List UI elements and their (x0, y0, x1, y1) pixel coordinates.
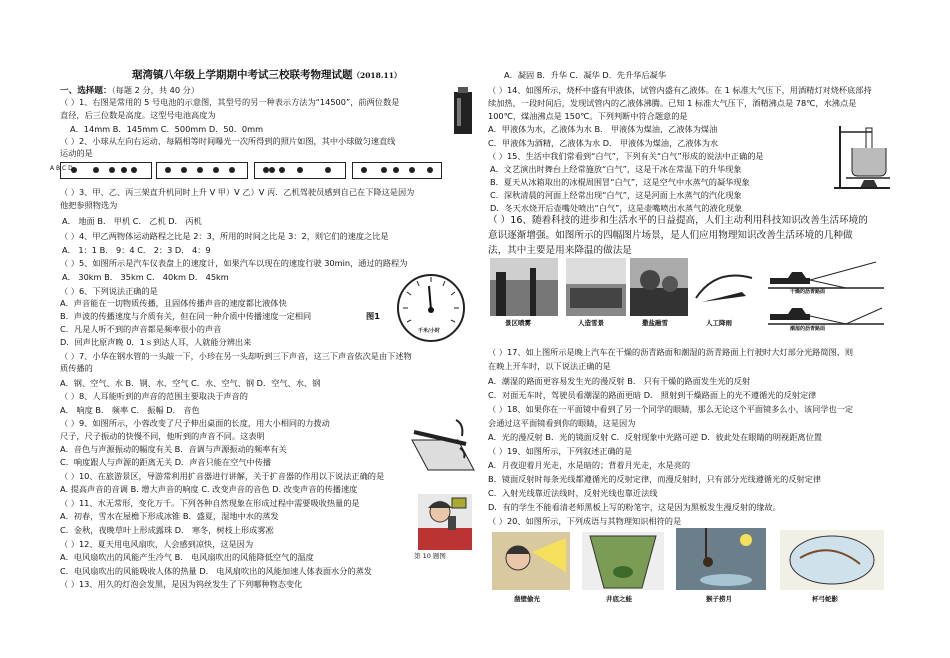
q16-stem: （ ）16、随着科技的进步和生活水平的日益提高，人们主动利用科技知识改善生活环境的 (488, 215, 868, 226)
q9-options-ab: A．音色与声源振动的幅度有关 B．音调与声源振动的频率有关 (60, 444, 287, 454)
page-title: 琚湾镇八年级上学期期中考试三校联考物理试题（2018.11） (132, 69, 402, 81)
caption-idiom1: 凿壁偷光 (514, 595, 540, 603)
q16-stem-2: 意识逐渐增强。如图所示的四幅图片场景，是人们应用物理知识改善生活环境的几种做 (488, 230, 853, 241)
caption-wet-road: 潮湿的沥青路面 (790, 326, 826, 332)
q18-options: A．光的漫反射 B．光的镜面反射 C．反射现象中光路可逆 D．彼此处在眼睛的明视距离位置 (488, 432, 822, 442)
q15-option-c: C．深秋清晨的河面上经常出现“白气”，这是河面上水蒸气的汽化现象 (490, 190, 742, 200)
q3-stem-2: 他把参照物选为 (60, 200, 118, 210)
q15-stem: （ ）15、生活中我们常看到“白气”，下列有关“白气”形成的说法中正确的是 (488, 151, 764, 161)
q15-option-a: A．文艺演出时舞台上经常施放“白气”，这是干冰在常温下的升华现象 (490, 164, 742, 174)
q9-options-cd: C．响度跟人与声源的距离无关 D．声音只能在空气中传播 (60, 457, 272, 467)
q10-options: A. 提高声音的音调 B. 增大声音的响度 C. 改变声音的音色 D. 改变声音的传播速度 (60, 484, 358, 494)
section-heading: 一、选择题：（每题 2 分，共 40 分） (60, 85, 200, 96)
q4-options: A． 1：1 B． 9：4 C． 2：3 D． 4：9 (62, 245, 211, 255)
q9-stem: （ ）9、如图所示，小蓉改变了尺子伸出桌面的长度，用大小相同的力拨动 (60, 418, 330, 428)
q15-option-d: D．冬天水烧开后壶嘴处喷出“白气”，这是壶嘴喷出水蒸气的液化现象 (490, 203, 743, 213)
caption-idiom3: 猴子捞月 (706, 595, 732, 603)
caption-scene3: 撒盐融雪 (642, 319, 668, 327)
q14-options-ab: A．甲液体为水，乙液体为水 B． 甲液体为煤油，乙液体为煤油 (488, 124, 718, 134)
caption-scene1: 景区喷雾 (505, 319, 531, 327)
heating-apparatus-figure (832, 122, 892, 192)
q7-stem-2: 质传播的 (60, 363, 93, 373)
q19-option-a: A．月夜迎着月光走，水是暗的；背着月光走，水是亮的 (488, 460, 691, 470)
q2-stem-2: 运动的是 (60, 148, 93, 158)
caption-idiom2: 井底之蛙 (606, 595, 632, 603)
q5-options: A． 30km B． 35km C． 40km D． 45km (62, 272, 229, 282)
car-headlight-figure (766, 258, 886, 330)
q13-options: A．凝固 B．升华 C．凝华 D．先升华后凝华 (504, 70, 667, 80)
q6-option-b: B．声波的传播速度与介质有关，但在同一种介质中传播速度一定相同 (60, 311, 312, 321)
speed-unit-label: 千米/小时 (418, 328, 440, 334)
q14-options-cd: C．甲液体为酒精，乙液体为水 D． 甲液体为煤油，乙液体为水 (488, 138, 719, 148)
q18-stem-2: 会通过这平面镜看到你的眼睛，这是因为 (488, 418, 636, 428)
q19-option-d: D．有的学生不能看清老师黑板上写的粉笔字，这是因为黑板发生漫反射的缘故。 (488, 502, 781, 512)
q8-options: A． 响度 B． 频率 C． 振幅 D． 音色 (60, 405, 200, 415)
q7-options: A．钢、空气、水 B．钢、水、空气 C．水、空气、钢 D．空气、水、钢 (60, 378, 321, 388)
battery-figure (452, 86, 474, 136)
q17-options-cd: C．对面无车时，驾驶员看潮湿的路面更暗 D． 照射到干燥路面上的光不遵循光的反射定律 (488, 390, 817, 400)
ball-dots (60, 162, 442, 178)
idiom-figure-3 (676, 528, 766, 590)
q6-option-d: D．回声比原声晚 0．1ｓ到达人耳，人就能分辨出来 (60, 337, 252, 347)
ruler-table-figure (410, 410, 476, 472)
figure-10-caption: 第 10 题图 (414, 552, 446, 560)
q11-stem: （ ）11、水无常形，变化万千。下列各种自然现象在形成过程中需要吸收热量的是 (60, 498, 360, 508)
q5-stem: （ ）5、如图所示是汽车仪表盘上的速度计，如果汽车以现在的速度行驶 30min，通过的路程为 (60, 258, 408, 268)
q10-stem: （ ）10、在旅游景区，导游常利用扩音器进行讲解，关于扩音器的作用以下说法正确的是 (60, 471, 385, 481)
scene-artificial-rain (692, 258, 756, 316)
q17-options-ab: A．潮湿的路面更容易发生光的漫反射 B． 只有干燥的路面发生光的反射 (488, 376, 751, 386)
q17-stem-2: 在晚上开车时，以下说法正确的是 (488, 361, 611, 371)
q19-option-b: B．镜面反射时每条光线都遵循光的反射定律，而漫反射时，只有部分光线遵循光的反射定律 (488, 474, 822, 484)
q18-stem: （ ）18、如果你在一平面镜中看到了另一个同学的眼睛，那么无论这个平面镜多么小，该同学也一定 (488, 404, 854, 414)
q3-stem: （ ）3、甲、乙、丙三架直升机同时上升 V 甲）V 乙）V 丙．乙机驾驶员感到自己在下降这是因为 (60, 187, 415, 197)
q20-stem: （ ）20、如图所示，下列成语与其物理知识相符的是 (488, 516, 682, 526)
q2-label-row: A B C D (50, 165, 73, 172)
q7-stem: （ ）7、小华在钢水管的一头敲一下，小珍在另一头却听到三下声音，这三下声音依次是由下述物 (60, 351, 412, 361)
scene-artificial-snow (566, 258, 626, 316)
scene-salt-melt-snow (630, 258, 688, 316)
q6-option-a: A．声音能在一切物质传播，且固体传播声音的速度都比液体快 (60, 298, 287, 308)
q12-options-ab: A．电风扇吹出的风能产生冷气 B． 电风扇吹出的风能降低空气的温度 (60, 552, 314, 562)
q16-stem-3: 法，其中主要是用来降温的做法是 (488, 245, 632, 256)
tour-guide-figure (418, 494, 472, 550)
q19-option-c: C．入射光线靠近法线时，反射光线也靠近法线 (488, 488, 658, 498)
q12-options-cd: C．电风扇吹出的风能吸收人体的热量 D． 电风扇吹出的风能加速人体表面水分的蒸发 (60, 566, 372, 576)
idiom-figure-2 (582, 532, 664, 590)
q11-options-ab: A．初春，雪水在屋檐下形成冰锥 B．盛夏，湿地中水的蒸发 (60, 511, 279, 521)
q14-stem-3: 100℃，煤油沸点是 150℃。下列判断中符合题意的是 (488, 111, 688, 121)
q13-stem: （ ）13、用久的灯泡会发黑，是因为钨丝发生了下列哪种物态变化 (60, 579, 303, 589)
q17-stem: （ ）17、如上图所示是晚上汽车在干燥的沥青路面和潮湿的沥青路面上行驶时大灯部分光路简图，则 (488, 347, 854, 357)
caption-scene2: 人造雪景 (578, 319, 604, 327)
scene-scenic-spray (490, 258, 558, 316)
q19-stem: （ ）19、如图所示，下列叙述正确的是 (488, 446, 633, 456)
q8-stem: （ ）8、人耳能听到的声音的范围主要取决于声音的 (60, 391, 248, 401)
caption-idiom4: 杯弓蛇影 (812, 595, 838, 603)
caption-scene4: 人工降雨 (706, 319, 732, 327)
q6-option-c: C．凡是人听不到的声音都是频率很小的声音 (60, 324, 222, 334)
q1-options: A．14mm B．145mm C．500mm D．50．0mm (70, 124, 264, 134)
q1-stem-2: 直径，后三位数是高度。这型号电池高度为 (60, 110, 216, 120)
q12-stem: （ ）12、夏天用电风扇吹，人会感到凉快，这是因为 (60, 539, 254, 549)
q15-option-b: B．夏天从冰箱取出的冰棍周围冒“白气”，这是空气中水蒸气的凝华现象 (490, 177, 750, 187)
caption-dry-road: 干燥的沥青路面 (790, 289, 826, 295)
q1-stem: （ ）1、右图是常用的 5 号电池的示意图，其型号的另一种表示方法为“14500”，前两位数是 (60, 97, 400, 107)
q11-options-cd: C．金秋，夜晚草叶上形成露珠 D． 寒冬，树枝上形成雾凇 (60, 525, 274, 535)
q4-stem: （ ）4、甲乙两物体运动路程之比是 2：3，所用的时间之比是 3：2，则它们的速度之比是 (60, 231, 389, 241)
q14-stem: （ ）14、如图所示，烧杯中盛有甲液体，试管内盛有乙液体。在 1 标准大气压下，用酒精灯对烧杯底部持 (488, 85, 872, 95)
figure-1-caption: 图1 (366, 311, 380, 321)
q6-stem: （ ）6、下列说法正确的是 (60, 286, 158, 296)
q3-options: A． 地面 B． 甲机 C． 乙机 D． 丙机 (62, 216, 202, 226)
q2-stem: （ ）2、小球从左向右运动，每隔相等时间曝光一次所得到的照片如图，其中小球做匀速直线 (60, 136, 396, 146)
q9-stem-2: 尺子，尺子振动的快慢不同，他听到的声音不同。这表明 (60, 431, 265, 441)
q14-stem-2: 续加热，一段时间后，发现试管内的乙液体沸腾。已知 1 标准大气压下，酒精沸点是 78℃，水沸点是 (488, 98, 857, 108)
idiom-figure-4 (780, 530, 884, 590)
idiom-figure-1 (492, 532, 570, 590)
